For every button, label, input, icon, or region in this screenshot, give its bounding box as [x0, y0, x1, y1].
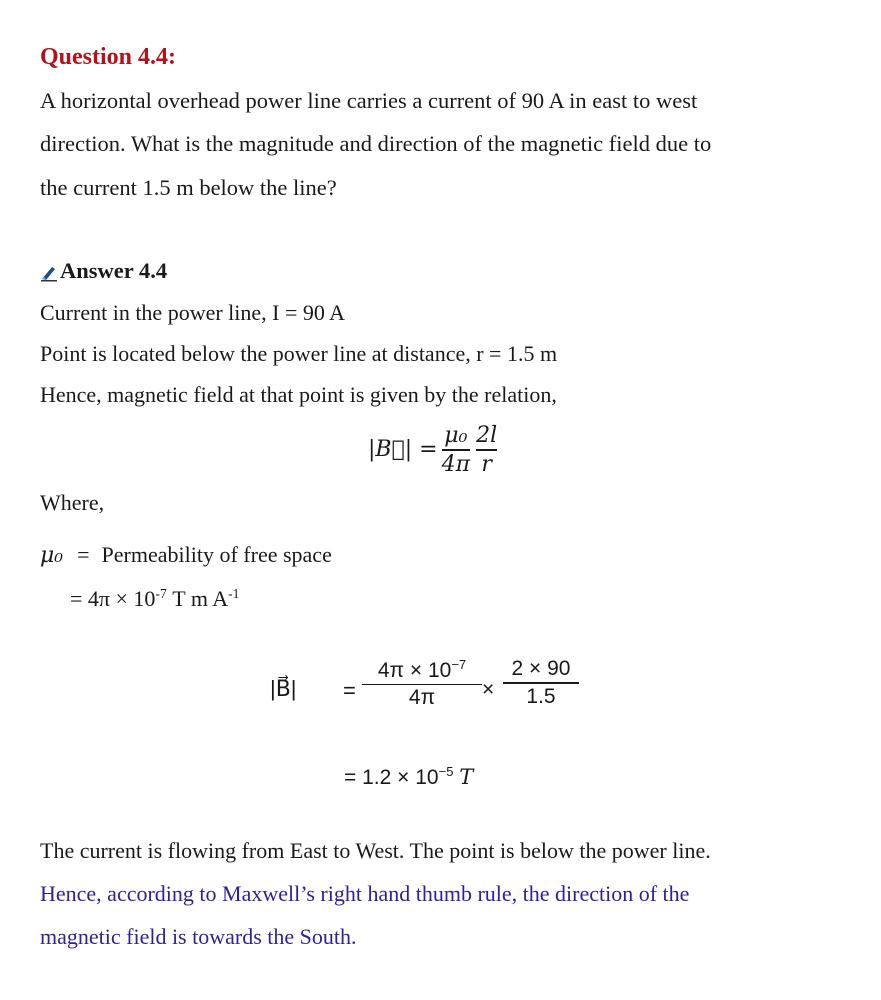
conclusion-line-2: Hence, according to Maxwell’s right hand thumb rule, the direction of the — [40, 881, 690, 906]
formula-den-1: 4π — [441, 451, 471, 477]
result-prefix: = 1.2 × 10 — [344, 765, 439, 789]
question-title: Question 4.4: — [40, 44, 177, 70]
distance-line: Point is located below the power line at distance, r = 1.5 m — [40, 341, 558, 366]
pen-icon — [40, 262, 58, 280]
mu-value-units: T m A — [166, 586, 229, 612]
formula-den-2: r — [481, 451, 492, 477]
formula-fraction-2 — [476, 424, 497, 476]
mu-value-units-exp: -1 — [228, 586, 240, 601]
result-unit: T — [459, 764, 474, 789]
mu-definition — [40, 542, 332, 568]
formula-num-1: μ₀ — [444, 423, 468, 448]
calc-times: × — [482, 678, 495, 701]
mu-description: Permeability of free space — [101, 542, 332, 567]
calc-fraction-1 — [362, 658, 482, 709]
conclusion-line-1: The current is flowing from East to West. The point is below the power line. — [40, 838, 711, 863]
calc-lhs: |B⃗| — [270, 676, 297, 701]
calc-result — [344, 764, 473, 790]
where-label: Where, — [40, 490, 105, 515]
formula-fraction-1 — [442, 424, 470, 476]
question-line-2: direction. What is the magnitude and direction of the magnetic field due to — [40, 131, 712, 156]
mu-symbol: μ₀ — [40, 542, 64, 568]
mu-value — [70, 586, 239, 612]
calc-num-1: $4\pi \times 10^{-7}$ — [377, 657, 467, 682]
mu-value-prefix: = 4π × 10 — [70, 586, 156, 612]
current-line: Current in the power line, I = 90 A — [40, 300, 346, 325]
relation-line: Hence, magnetic field at that point is given by the relation, — [40, 382, 557, 407]
calc-equals: = — [343, 678, 356, 703]
conclusion-line-3: magnetic field is towards the South. — [40, 924, 357, 949]
formula-lhs: |B⃗| = — [368, 437, 438, 463]
mu-equals: = — [77, 542, 90, 567]
question-line-3: the current 1.5 m below the line? — [40, 175, 337, 200]
calc-num-2: 2 × 90 — [511, 657, 571, 680]
question-line-1: A horizontal overhead power line carries a current of 90 A in east to west — [40, 88, 698, 113]
result-exp: −5 — [438, 764, 454, 779]
answer-heading-text: Answer 4.4 — [60, 258, 168, 283]
calc-den-2: 1.5 — [526, 684, 556, 708]
mu-value-exp: -7 — [155, 586, 167, 601]
answer-heading — [40, 258, 167, 284]
formula — [368, 424, 497, 476]
formula-num-2: 2l — [476, 423, 498, 448]
calc-den-1: 4π — [408, 686, 436, 710]
calc-fraction-2 — [503, 658, 579, 708]
